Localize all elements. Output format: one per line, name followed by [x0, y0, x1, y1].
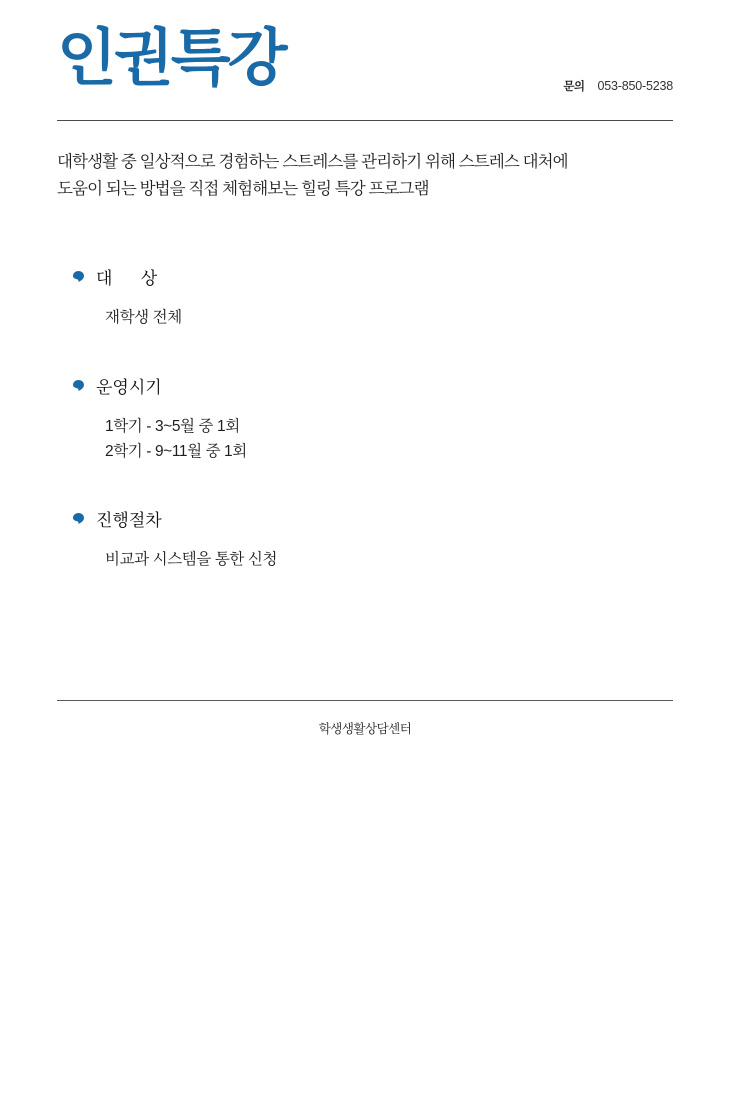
footer-divider: [57, 700, 673, 701]
section-target-line-1: 재학생 전체: [105, 309, 182, 327]
section-schedule-line-2: 2학기 - 9~11월 중 1회: [105, 442, 247, 460]
section-target-heading: [57, 264, 673, 289]
section-schedule-line-1: 1학기 - 3~5월 중 1회: [105, 417, 240, 435]
section-procedure: [57, 506, 673, 572]
contact-label: 문의: [563, 81, 585, 93]
section-schedule-heading: [57, 373, 673, 398]
contact-info: [563, 78, 673, 94]
contact-phone-number: 053-850-5238: [597, 79, 673, 93]
section-target-body: [57, 305, 673, 330]
page-title: 인권특강: [57, 24, 285, 93]
intro-line-2: 도움이 되는 방법을 직접 체험해보는 힐링 특강 프로그램: [57, 179, 429, 198]
intro-paragraph: [57, 149, 673, 202]
section-target-title: 대 상: [96, 269, 158, 289]
section-target: [57, 264, 673, 330]
section-procedure-body: [57, 547, 673, 572]
bullet-icon: [73, 271, 84, 282]
section-schedule: [57, 373, 673, 464]
document-footer: [57, 700, 673, 737]
sections-list: [57, 264, 673, 571]
bullet-icon: [73, 513, 84, 524]
section-procedure-line-1: 비교과 시스템을 통한 신청: [105, 550, 278, 568]
bullet-icon: [73, 380, 84, 391]
document-header: [57, 0, 673, 120]
header-divider: [57, 120, 673, 121]
section-procedure-title: 진행절차: [96, 510, 162, 530]
intro-line-1: 대학생활 중 일상적으로 경험하는 스트레스를 관리하기 위해 스트레스 대처에: [57, 153, 568, 171]
section-schedule-body: [57, 414, 673, 464]
footer-organization: 학생생활상담센터: [318, 722, 412, 736]
section-procedure-heading: [57, 506, 673, 531]
section-schedule-title: 운영시기: [96, 377, 162, 397]
